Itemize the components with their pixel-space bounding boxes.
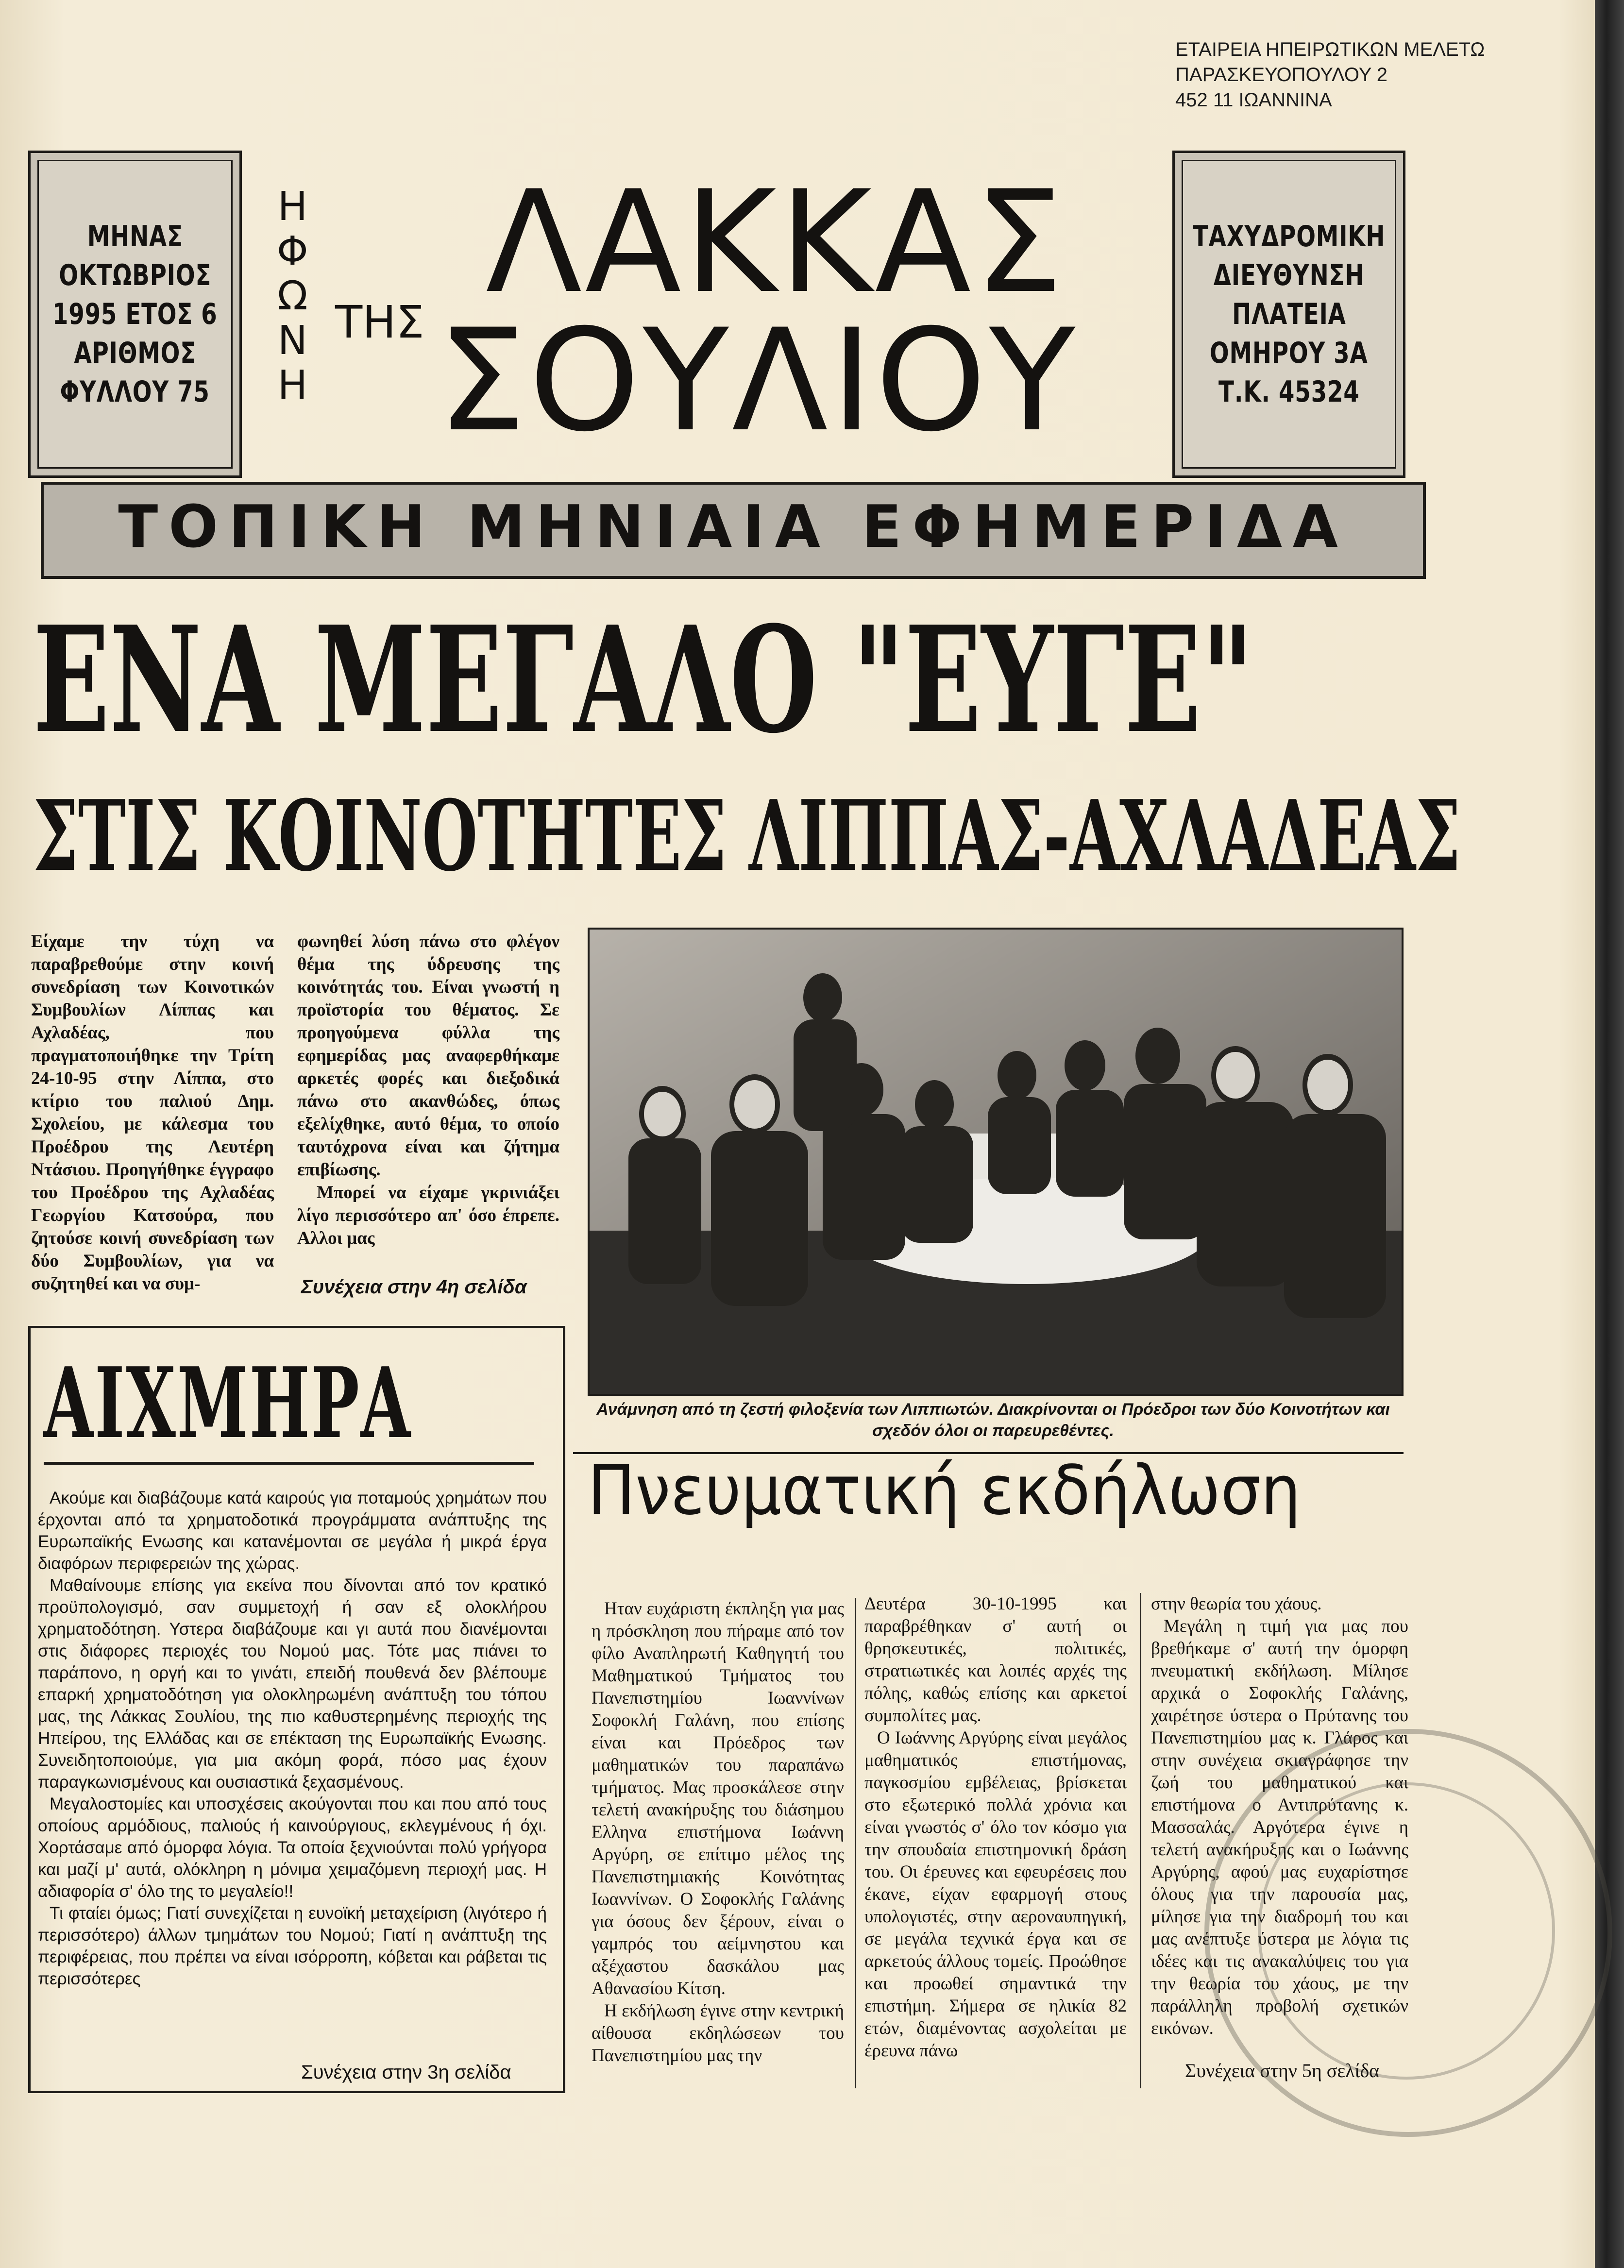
issue-info-line: 1995 ΕΤΟΣ 6	[52, 297, 218, 331]
postal-address-line: ΠΛΑΤΕΙΑ	[1232, 297, 1346, 331]
masthead-tis: ΤΗΣ	[335, 296, 424, 348]
issue-info-line: ΑΡΙΘΜΟΣ	[74, 336, 196, 370]
masthead-vertical-letter: Ν	[277, 318, 307, 364]
column-rule	[1140, 1593, 1141, 2088]
masthead-banner-text: ΤΟΠΙΚΗ ΜΗΝΙΑΙΑ ΕΦΗΜΕΡΙΔΑ	[118, 493, 1349, 561]
event-col2	[864, 1593, 1127, 2062]
issue-info-line: ΟΚΤΩΒΡΙΟΣ	[59, 258, 211, 292]
aixmira-paragraph: Ακούμε και διαβάζουμε κατά καιρούς για ποταμούς χρημάτων που έρχονται από τα χρηματοδοτικά προγράμματα ανάπτυξης της Ευρωπαϊκής Ενωσης και κατανέμονται σε μεγάλα ή μικρά έργα διαφόρων περιφερειών της χώρας.	[38, 1489, 547, 1573]
masthead-vertical-letter: Η	[277, 184, 308, 230]
event-col1	[592, 1598, 844, 2067]
postal-address-line: ΔΙΕΥΘΥΝΣΗ	[1213, 258, 1365, 292]
aixmira-title-rule	[44, 1462, 534, 1465]
postal-address-line: ΟΜΗΡΟΥ 3Α	[1210, 336, 1368, 370]
issue-info-box	[28, 151, 242, 478]
event-paragraph: Ο Ιωάννης Αργύρης είναι μεγάλος μαθηματικός επιστήμονας, παγκοσμίου εμβέλειας, βρίσκεται στο εξωτερικό πολλά χρόνια και είναι γνωστός σ' όλο τον κόσμο για την σπουδαία επιστημονική δράση του. Οι έρευνες και εφευρέσεις που έκανε, είχαν εφαρμογή στους υπολογιστές, στην αεροναυπηγική, σε μεγάλα τεχνικά έργα και σε αρκετούς άλλους τομείς. Προώθησε και προωθεί σημαντικά την επιστήμη. Σήμερα σε ηλικία 82 ετών, διαμένοντας ασχολείται με έρευνα πάνω	[864, 1728, 1127, 2061]
issue-info-line: ΜΗΝΑΣ	[87, 220, 183, 254]
issue-info-line: ΦΥΛΛΟΥ 75	[60, 375, 210, 409]
main-headline-line2: ΣΤΙΣ ΚΟΙΝΟΤΗΤΕΣ ΛΙΠΠΑΣ-ΑΧΛΑΔΕΑΣ	[33, 779, 1461, 893]
group-photo	[588, 928, 1404, 1396]
masthead-vertical-letter: Η	[277, 362, 308, 408]
group-photo-image	[590, 930, 1402, 1394]
event-paragraph: Μεγάλη η τιμή για μας που βρεθήκαμε σ' αυτή την όμορφη πνευματική εκδήλωση. Μίλησε αρχικά ο Σοφοκλής Γαλάνης, χαιρέτησε ύστερα ο Πρύτανης του Πανεπιστημίου μας κ. Γλάρος και στην συνέχεια σκιαγράφησε την ζωή του μαθηματικού και επιστήμονα ο Αντιπρύτανης κ. Μασσαλάς. Αργότερα έγινε η τελετή ανακήρυξης και ο Ιωάννης Αργύρης, αφού μας ευχαρίστησε όλους για την παρουσία μας, μίλησε για την διαδρομή του και μας ανέπτυξε ύστερα με λόγια τις ιδέες και τις ανακαλύψεις του για την θεωρία του χάους, με την παράλληλη προβολή σχετικών εικόνων.	[1151, 1616, 1408, 2038]
masthead-vertical-word	[277, 185, 308, 408]
lead-article-text: φωνηθεί λύση πάνω στο φλέγον θέμα της ύδρευσης της κοινότητάς του. Είναι γνωστή η προϊστορία του θέματος. Σε προηγούμενα φύλλα της εφημερίδας μας αναφερθήκαμε αρκετές φορές και διεξοδικά πάνω στο ακανθώδες, όπως εξελίχθηκε, αυτό θέμα, το οποίο ταυτόχρονα είναι και ζήτημα επιβίωσης.	[297, 931, 559, 1180]
column-rule	[855, 1598, 856, 2088]
aixmira-text	[38, 1487, 547, 1990]
library-seal-inner	[1258, 1782, 1555, 2080]
postal-address-line: Τ.Κ. 45324	[1218, 375, 1360, 409]
masthead-title-line1: ΛΑΚΚΑΣ	[486, 161, 1066, 324]
address-stamp-line: 452 11 ΙΩΑΝΝΙΝΑ	[1175, 89, 1332, 111]
aixmira-title: ΑΙΧΜΗΡΑ	[44, 1346, 412, 1460]
masthead-vertical-letter: Φ	[277, 228, 308, 274]
event-paragraph: Δευτέρα 30-10-1995 και παραβρέθηκαν σ' αυτή οι θρησκευτικές, πολιτικές, στρατιωτικές και λοιπές αρχές της πόλης, καθώς επίσης και αρκετοί συμπολίτες μας.	[864, 1594, 1127, 1726]
aixmira-paragraph: Μεγαλοστομίες και υποσχέσεις ακούγονται που και που από τους οποίους αρμόδιους, παλιούς ή καινούργιους, εκλεγμένους ή όχι. Χορτάσαμε από όμορφα λόγια. Τα οποία ξεχνιούνται πολύ γρήγορα και μαζί μ' αυτά, ολόκληρη η μόνιμα χειμαζόμενη περιοχή μας. Η αδιαφορία σ' όλο της το μεγαλείο!!	[38, 1794, 547, 1901]
masthead-vertical-letter: Ω	[277, 273, 308, 319]
lead-article-text: Μπορεί να είχαμε γκρινιάξει λίγο περισσότερο απ' όσο έπρεπε. Αλλοι μας	[297, 1183, 559, 1248]
event-paragraph: στην θεωρία του χάους.	[1151, 1594, 1322, 1614]
postal-address-box	[1172, 151, 1405, 478]
event-continued-link[interactable]: Συνέχεια στην 5η σελίδα	[1185, 2060, 1380, 2082]
event-paragraph: Η εκδήλωση έγινε στην κεντρική αίθουσα εκδηλώσεων του Πανεπιστημίου μας την	[592, 2001, 844, 2065]
lead-article-col1	[31, 930, 274, 1295]
postal-address-line: ΤΑΧΥΔΡΟΜΙΚΗ	[1192, 220, 1386, 254]
address-stamp-line: ΕΤΑΙΡΕΙΑ ΗΠΕΙΡΩΤΙΚΩΝ ΜΕΛΕΤΩ	[1175, 39, 1485, 60]
lead-article-text: Είχαμε την τύχη να παραβρεθούμε στην κοινή συνεδρίαση των Κοινοτικών Συμβουλίων Λίππας και Αχλαδέας, που πραγματοποιήθηκε την Τρίτη 24-10-95 στην Λίππα, στο κτίριο του παλιού Δημ. Σχολείου, με κάλεσμα του Προέδρου της Λευτέρη Ντάσιου. Προηγήθηκε έγγραφο του Προέδρου της Αχλαδέας Γεωργίου Κατσούρα, που ζητούσε κοινή συνεδρίαση των δύο Συμβουλίων, για να συζητηθεί και να συμ-	[31, 931, 274, 1294]
address-stamp-line: ΠΑΡΑΣΚΕΥΟΠΟΥΛΟΥ 2	[1175, 64, 1388, 85]
event-title: Πνευματική εκδήλωση	[588, 1451, 1301, 1530]
main-headline-line1: ΕΝΑ ΜΕΓΑΛΟ "ΕΥΓΕ"	[33, 594, 1254, 765]
address-stamp	[1175, 37, 1485, 113]
aixmira-paragraph: Τι φταίει όμως; Γιατί συνεχίζεται η ευνοϊκή μεταχείριση (λιγότερο ή περισσότερο) άλλων τμημάτων του Νομού; Γιατί η ανάπτυξη της περιφέρειας, που πρέπει να είναι ισόρροπη, κόβεται και ράβεται τις περισσότερες	[38, 1904, 547, 1988]
photo-caption: Ανάμνηση από τη ζεστή φιλοξενία των Λιππιωτών. Διακρίνονται οι Πρόεδροι των δύο Κοινοτήτων και σχεδόν όλοι οι παρευρεθέντες.	[596, 1400, 1390, 1440]
lead-article-col2	[297, 930, 559, 1250]
masthead-title-line2: ΣΟΥΛΙΟΥ	[437, 299, 1078, 463]
aixmira-paragraph: Μαθαίνουμε επίσης για εκείνα που δίνονται από τον κρατικό προϋπολογισμό, σαν συμμετοχή ή σαν εξ ολοκλήρου χρηματοδότηση. Υστερα διαβάζουμε και γι αυτά που διανέμονται στις διάφορες περιοχές του Νομού μας. Τότε μας πιάνει το παράπονο, η οργή και το γινάτι, επειδή πουθενά δεν βλέπουμε επαρκή χρηματοδότηση για ολοκληρωμένη ανάπτυξη του τόπου μας, της Λάκκας Σουλίου, της πιο καθυστερημένης περιοχής της Ηπείρου, της Ελλάδας και σε επέκταση της Ευρωπαϊκής Ενωσης. Συνειδητοποιούμε, για μια ακόμη φορά, πόσο μας έχουν παραγκωνισμένους και ουσιαστικά ξεχασμένους.	[38, 1576, 547, 1792]
event-paragraph: Ηταν ευχάριστη έκπληξη για μας η πρόσκληση που πήραμε από τον φίλο Αναπληρωτή Καθηγητή του Μαθηματικού Τμήματος του Πανεπιστημίου Ιωαννίνων Σοφοκλή Γαλάνη, που επίσης είναι και Πρόεδρος των μαθηματικών του παραπάνω τμήματος. Μας προσκάλεσε στην τελετή ανακήρυξης του διάσημου Ελληνα επιστήμονα Ιωάννη Αργύρη, σε επίτιμο μέλος της Πανεπιστημιακής Κοινότητας Ιωαννίνων. Ο Σοφοκλής Γαλάνης για όσους δεν ξέρουν, είναι ο γαμπρός του αείμνηστου και αξέχαστου δασκάλου μας Αθανασίου Κίτση.	[592, 1599, 844, 1998]
lead-continued-link[interactable]: Συνέχεια στην 4η σελίδα	[301, 1276, 527, 1298]
masthead-banner	[41, 482, 1426, 579]
aixmira-continued-link[interactable]: Συνέχεια στην 3η σελίδα	[301, 2062, 511, 2083]
